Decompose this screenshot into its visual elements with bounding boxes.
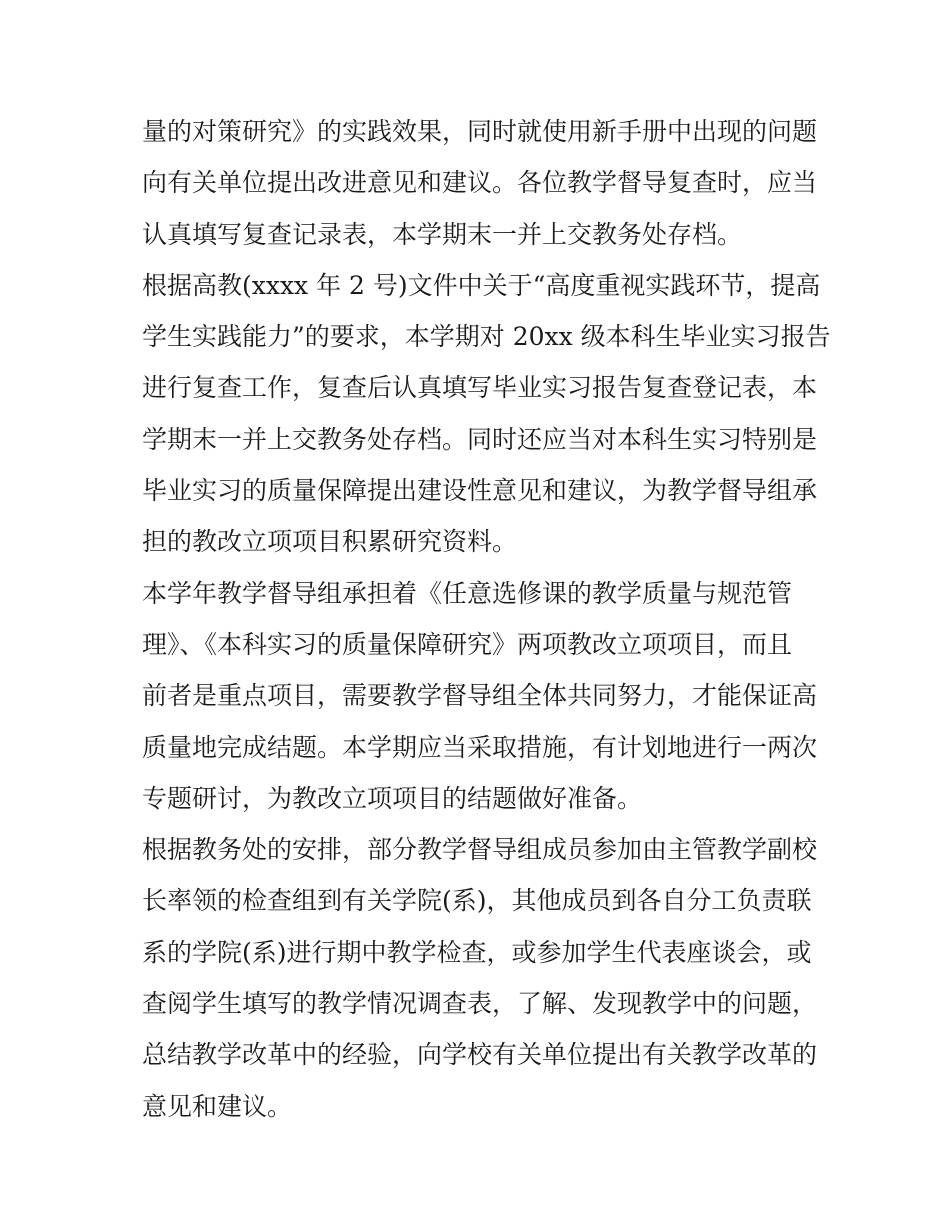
text-line-7: 学期末一并上交教务处存档。同时还应当对本科生实习特别是 [142, 424, 818, 454]
text-line-11: 理》、《本科实习的质量保障研究》两项教改立项项目，而且 [142, 629, 793, 659]
text-line-5: 学生实践能力”的要求，本学期对 20xx 级本科生毕业实习报告 [142, 322, 831, 352]
text-line-10: 本学年教学督导组承担着《任意选修课的教学质量与规范管 [142, 578, 793, 608]
text-line-18: 查阅学生填写的教学情况调查表，了解、发现教学中的问题， [142, 989, 818, 1019]
text-line-8: 毕业实习的质量保障提出建设性意见和建议，为教学督导组承 [142, 476, 818, 506]
text-line-1: 量的对策研究》的实践效果，同时就使用新手册中出现的问题 [142, 117, 818, 146]
text-line-14: 专题研讨，为教改立项项目的结题做好准备。 [142, 783, 643, 813]
text-line-20: 意见和建议。 [142, 1091, 293, 1121]
text-line-13: 质量地完成结题。本学期应当采取措施，有计划地进行一两次 [142, 732, 818, 762]
text-line-15: 根据教务处的安排，部分教学督导组成员参加由主管教学副校 [142, 835, 818, 865]
text-line-9: 担的教改立项项目积累研究资料。 [142, 527, 518, 557]
text-line-17: 系的学院(系)进行期中教学检查，或参加学生代表座谈会，或 [142, 937, 812, 967]
body-text [142, 106, 832, 1132]
text-line-3: 认真填写复查记录表，本学期末一并上交教务处存档。 [142, 219, 743, 249]
text-line-19: 总结教学改革中的经验，向学校有关单位提出有关教学改革的 [142, 1040, 818, 1070]
text-line-16: 长率领的检查组到有关学院(系)，其他成员到各自分工负责联 [142, 886, 812, 916]
text-line-2: 向有关单位提出改进意见和建议。各位教学督导复查时，应当 [142, 168, 818, 198]
text-line-4: 根据高教(xxxx 年 2 号)文件中关于“高度重视实践环节，提高 [142, 270, 821, 300]
text-line-12: 前者是重点项目，需要教学督导组全体共同努力，才能保证高 [142, 681, 818, 711]
text-line-6: 进行复查工作，复查后认真填写毕业实习报告复查登记表，本 [142, 373, 818, 403]
